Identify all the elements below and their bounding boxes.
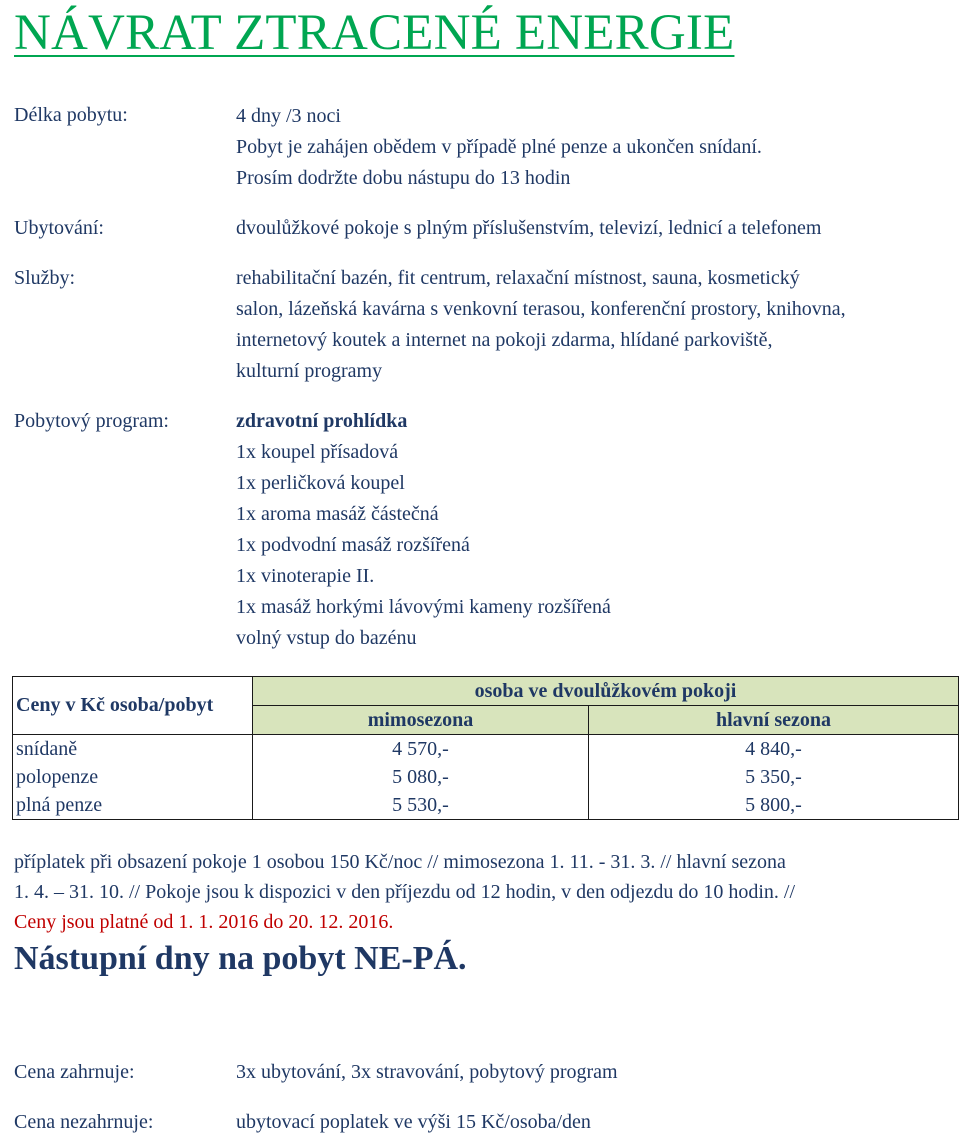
stay-length-label: Délka pobytu: [14,104,128,126]
price-excludes-text: ubytovací poplatek ve výši 15 Kč/osoba/den [236,1111,591,1133]
board-type-label: plná penze [13,791,253,820]
program-item: 1x vinoterapie II. [236,565,375,587]
program-item: 1x aroma masáž částečná [236,503,439,525]
program-item: volný vstup do bazénu [236,627,417,649]
notes [14,847,795,937]
price-includes-text: 3x ubytování, 3x stravování, pobytový program [236,1061,618,1083]
services-value [236,263,846,387]
stay-length-line: Prosím dodržte dobu nástupu do 13 hodin [236,167,571,189]
price-cell: 5 080,- [253,763,589,791]
surcharge-note: příplatek při obsazení pokoje 1 osobou 150 Kč/noc // mimosezona 1. 11. - 31. 3. // hlavní sezona [14,851,786,873]
room-type-header: osoba ve dvoulůžkovém pokoji [253,677,959,706]
price-includes-label: Cena zahrnuje: [14,1061,135,1083]
price-cell: 5 350,- [589,763,959,791]
arrival-days-heading: Nástupní dny na pobyt NE-PÁ. [14,940,467,977]
program-item: 1x perličková koupel [236,472,405,494]
price-header-label: Ceny v Kč osoba/pobyt [13,677,253,735]
stay-length-line: Pobyt je zahájen obědem v případě plné penze a ukončen snídaní. [236,136,762,158]
accommodation-value [236,213,821,244]
page-title: NÁVRAT ZTRACENÉ ENERGIE [14,5,735,61]
services-line: salon, lázeňská kavárna s venkovní terasou, konferenční prostory, knihovna, [236,298,846,320]
price-cell: 5 800,- [589,791,959,820]
price-table [12,676,959,820]
program-item: 1x koupel přísadová [236,441,399,463]
services-line: rehabilitační bazén, fit centrum, relaxační místnost, sauna, kosmetický [236,267,800,289]
price-includes-value [236,1057,618,1088]
services-label: Služby: [14,267,76,289]
column-header-off-season: mimosezona [253,706,589,735]
availability-note: 1. 4. – 31. 10. // Pokoje jsou k dispozici v den příjezdu od 12 hodin, v den odjezdu do 10 hodin. // [14,881,796,903]
program-item: 1x podvodní masáž rozšířená [236,534,470,556]
board-type-label: snídaně [13,735,253,764]
stay-length-line: 4 dny /3 noci [236,105,341,127]
board-type-label: polopenze [13,763,253,791]
price-cell: 4 840,- [589,735,959,764]
accommodation-label: Ubytování: [14,217,104,239]
price-excludes-value [236,1107,591,1138]
program-label: Pobytový program: [14,410,169,432]
column-header-main-season: hlavní sezona [589,706,959,735]
price-cell: 4 570,- [253,735,589,764]
price-excludes-label: Cena nezahrnuje: [14,1111,154,1133]
table-row [13,763,959,791]
table-row [13,735,959,764]
program-heading: zdravotní prohlídka [236,410,408,432]
table-row [13,791,959,820]
services-line: kulturní programy [236,360,383,382]
price-table-header-row [13,677,959,706]
validity-note: Ceny jsou platné od 1. 1. 2016 do 20. 12. 2016. [14,911,394,933]
accommodation-text: dvoulůžkové pokoje s plným příslušenstvím, televizí, lednicí a telefonem [236,217,822,239]
services-line: internetový koutek a internet na pokoji zdarma, hlídané parkoviště, [236,329,773,351]
stay-length-value [236,101,762,194]
program-list [236,406,611,654]
program-item: 1x masáž horkými lávovými kameny rozšířená [236,596,611,618]
price-cell: 5 530,- [253,791,589,820]
